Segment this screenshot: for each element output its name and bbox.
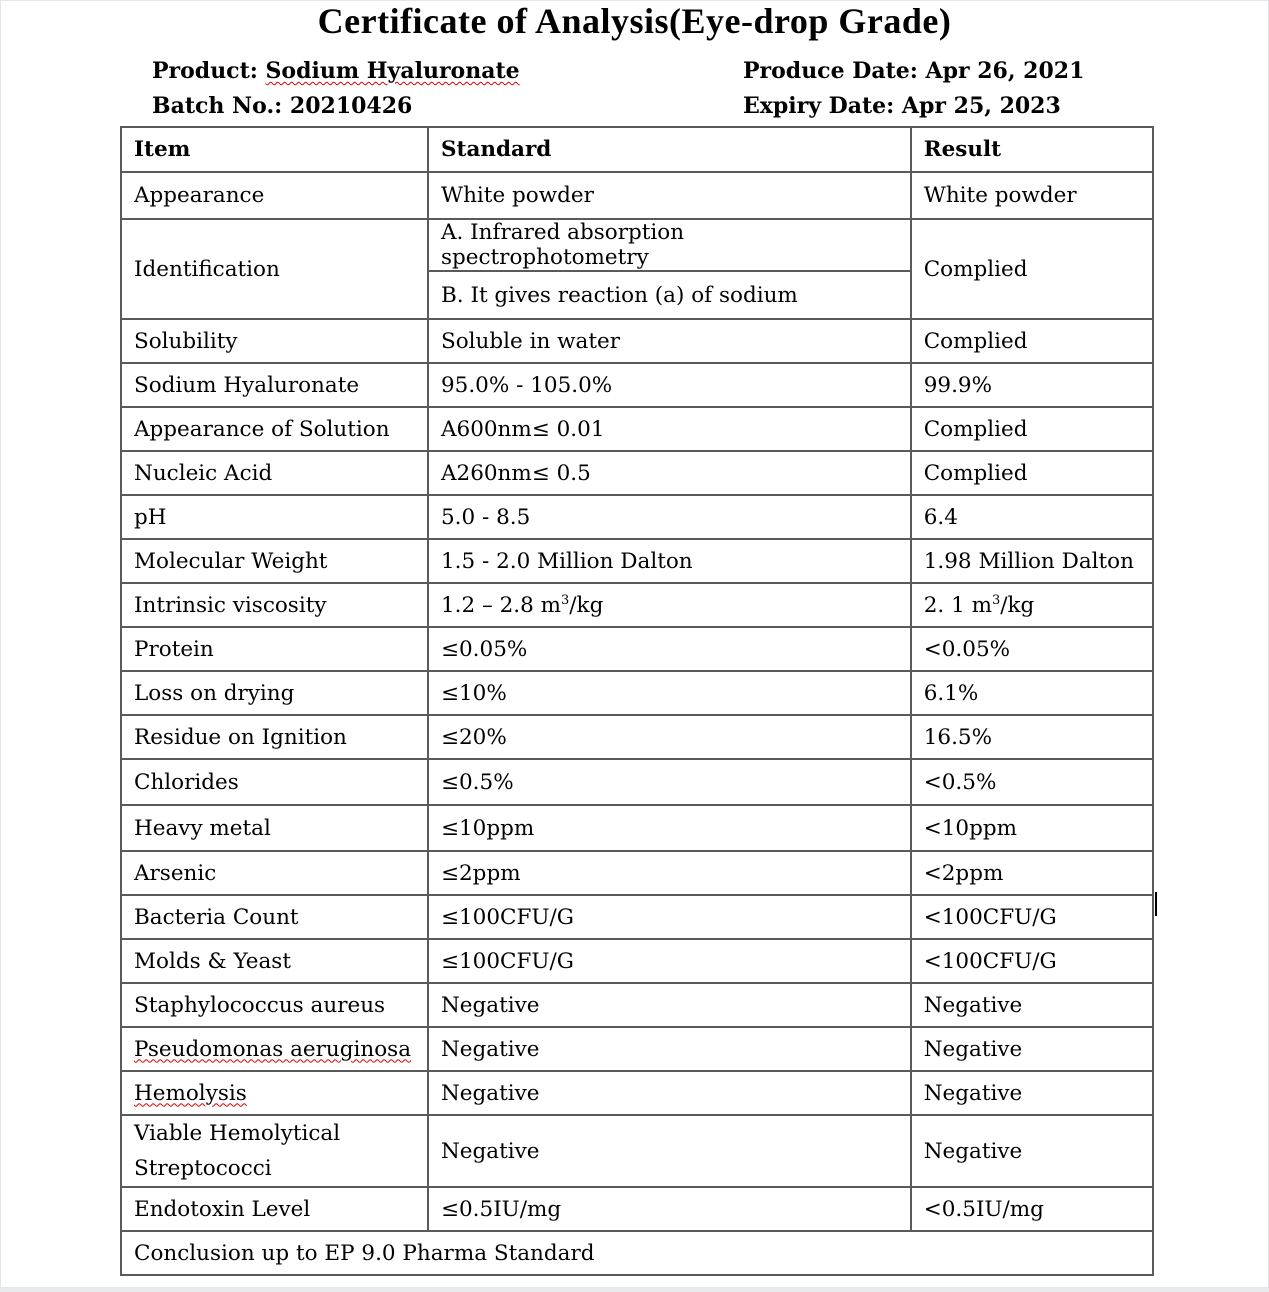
standard-cell: Soluble in water bbox=[428, 319, 911, 363]
bottom-edge bbox=[0, 1288, 1269, 1292]
standard-cell: ≤2ppm bbox=[428, 851, 911, 895]
item-cell: Molecular Weight bbox=[121, 539, 428, 583]
table-row bbox=[121, 805, 1153, 851]
result-cell: <0.5% bbox=[911, 759, 1153, 805]
table-row bbox=[121, 495, 1153, 539]
item-cell: Staphylococcus aureus bbox=[121, 983, 428, 1027]
result-cell: <100CFU/G bbox=[911, 895, 1153, 939]
produce-date: Produce Date: Apr 26, 2021 bbox=[743, 58, 1085, 84]
result-cell: <2ppm bbox=[911, 851, 1153, 895]
superscript: 3 bbox=[561, 592, 570, 608]
result-cell: Complied bbox=[911, 451, 1153, 495]
item-cell: Solubility bbox=[121, 319, 428, 363]
product-value: Sodium Hyaluronate bbox=[265, 58, 520, 84]
item-cell: Arsenic bbox=[121, 851, 428, 895]
item-cell: Identification bbox=[121, 219, 428, 319]
standard-cell: B. It gives reaction (a) of sodium bbox=[428, 271, 911, 319]
document-title: Certificate of Analysis(Eye-drop Grade) bbox=[317, 1, 952, 41]
item-cell: pH bbox=[121, 495, 428, 539]
item-text: Pseudomonas aeruginosa bbox=[134, 1036, 412, 1062]
item-cell: Heavy metal bbox=[121, 805, 428, 851]
standard-a-text: A. Infrared absorption spectrophotometry bbox=[440, 220, 685, 270]
table-row bbox=[121, 1115, 1153, 1187]
standard-cell: ≤0.5% bbox=[428, 759, 911, 805]
standard-unit: /kg bbox=[569, 592, 604, 618]
result-cell bbox=[911, 583, 1153, 627]
standard-cell bbox=[428, 583, 911, 627]
table-row bbox=[121, 583, 1153, 627]
table-row bbox=[121, 1071, 1153, 1115]
result-unit: /kg bbox=[1000, 592, 1035, 618]
standard-cell bbox=[428, 219, 911, 271]
item-text: Hemolysis bbox=[134, 1080, 247, 1106]
conclusion-row bbox=[121, 1231, 1153, 1275]
result-cell: <10ppm bbox=[911, 805, 1153, 851]
item-cell: Nucleic Acid bbox=[121, 451, 428, 495]
result-cell: Negative bbox=[911, 983, 1153, 1027]
item-cell bbox=[121, 1115, 428, 1187]
item-cell: Appearance bbox=[121, 172, 428, 219]
text-cursor bbox=[1155, 892, 1157, 916]
result-cell: 6.1% bbox=[911, 671, 1153, 715]
table-row bbox=[121, 939, 1153, 983]
result-cell: 99.9% bbox=[911, 363, 1153, 407]
superscript: 3 bbox=[991, 592, 1001, 608]
standard-cell: ≤10ppm bbox=[428, 805, 911, 851]
item-cell bbox=[121, 363, 428, 407]
item-text-line1: Viable Hemolytical bbox=[134, 1121, 341, 1146]
result-cell: Negative bbox=[911, 1071, 1153, 1115]
item-cell bbox=[121, 1071, 428, 1115]
table-row bbox=[121, 407, 1153, 451]
result-cell: <0.5IU/mg bbox=[911, 1187, 1153, 1231]
table-row bbox=[121, 539, 1153, 583]
standard-cell: ≤100CFU/G bbox=[428, 895, 911, 939]
expiry-date: Expiry Date: Apr 25, 2023 bbox=[743, 93, 1061, 119]
result-cell: 1.98 Million Dalton bbox=[911, 539, 1153, 583]
standard-cell: ≤20% bbox=[428, 715, 911, 759]
item-text: Sodium Hyaluronate bbox=[134, 372, 360, 398]
column-header-standard: Standard bbox=[428, 127, 911, 172]
item-cell: Chlorides bbox=[121, 759, 428, 805]
result-cell: 16.5% bbox=[911, 715, 1153, 759]
batch-number: Batch No.: 20210426 bbox=[152, 93, 413, 119]
column-header-result: Result bbox=[911, 127, 1153, 172]
standard-cell: ≤0.5IU/mg bbox=[428, 1187, 911, 1231]
standard-cell: Negative bbox=[428, 1071, 911, 1115]
item-cell: Appearance of Solution bbox=[121, 407, 428, 451]
standard-cell: White powder bbox=[428, 172, 911, 219]
table-row bbox=[121, 451, 1153, 495]
result-cell: Negative bbox=[911, 1115, 1153, 1187]
table-header-row bbox=[121, 127, 1153, 172]
analysis-table bbox=[120, 126, 1154, 1276]
result-cell: Negative bbox=[911, 1027, 1153, 1071]
column-header-item: Item bbox=[121, 127, 428, 172]
result-cell: Complied bbox=[911, 219, 1153, 319]
standard-text: 1.2 – 2.8 m bbox=[440, 592, 562, 618]
result-cell: <100CFU/G bbox=[911, 939, 1153, 983]
result-cell: Complied bbox=[911, 319, 1153, 363]
table-row bbox=[121, 1027, 1153, 1071]
result-cell: White powder bbox=[911, 172, 1153, 219]
table-row bbox=[121, 172, 1153, 219]
table-row bbox=[121, 851, 1153, 895]
table-row bbox=[121, 219, 1153, 271]
item-cell: Endotoxin Level bbox=[121, 1187, 428, 1231]
standard-cell: ≤0.05% bbox=[428, 627, 911, 671]
product-label: Product: bbox=[152, 58, 266, 84]
item-cell: Residue on Ignition bbox=[121, 715, 428, 759]
table-row bbox=[121, 363, 1153, 407]
standard-cell: A260nm≤ 0.5 bbox=[428, 451, 911, 495]
conclusion-cell: Conclusion up to EP 9.0 Pharma Standard bbox=[121, 1231, 1153, 1275]
result-cell: <0.05% bbox=[911, 627, 1153, 671]
standard-cell: Negative bbox=[428, 1027, 911, 1071]
table-row bbox=[121, 671, 1153, 715]
table-row bbox=[121, 759, 1153, 805]
item-cell: Protein bbox=[121, 627, 428, 671]
table-row bbox=[121, 715, 1153, 759]
standard-cell: 95.0% - 105.0% bbox=[428, 363, 911, 407]
table-row bbox=[121, 319, 1153, 363]
item-cell: Loss on drying bbox=[121, 671, 428, 715]
standard-cell: Negative bbox=[428, 1115, 911, 1187]
standard-cell: A600nm≤ 0.01 bbox=[428, 407, 911, 451]
standard-cell: ≤100CFU/G bbox=[428, 939, 911, 983]
table-row bbox=[121, 1187, 1153, 1231]
item-cell: Molds & Yeast bbox=[121, 939, 428, 983]
result-text: 2. 1 m bbox=[923, 592, 992, 618]
table-row bbox=[121, 895, 1153, 939]
item-cell: Intrinsic viscosity bbox=[121, 583, 428, 627]
item-text-line2: Streptococci bbox=[134, 1156, 272, 1181]
standard-cell: 5.0 - 8.5 bbox=[428, 495, 911, 539]
item-cell bbox=[121, 1027, 428, 1071]
product-line bbox=[152, 57, 520, 85]
standard-cell: ≤10% bbox=[428, 671, 911, 715]
result-cell: Complied bbox=[911, 407, 1153, 451]
standard-cell: Negative bbox=[428, 983, 911, 1027]
table-row bbox=[121, 627, 1153, 671]
standard-cell: 1.5 - 2.0 Million Dalton bbox=[428, 539, 911, 583]
item-cell: Bacteria Count bbox=[121, 895, 428, 939]
result-cell: 6.4 bbox=[911, 495, 1153, 539]
table-row bbox=[121, 983, 1153, 1027]
